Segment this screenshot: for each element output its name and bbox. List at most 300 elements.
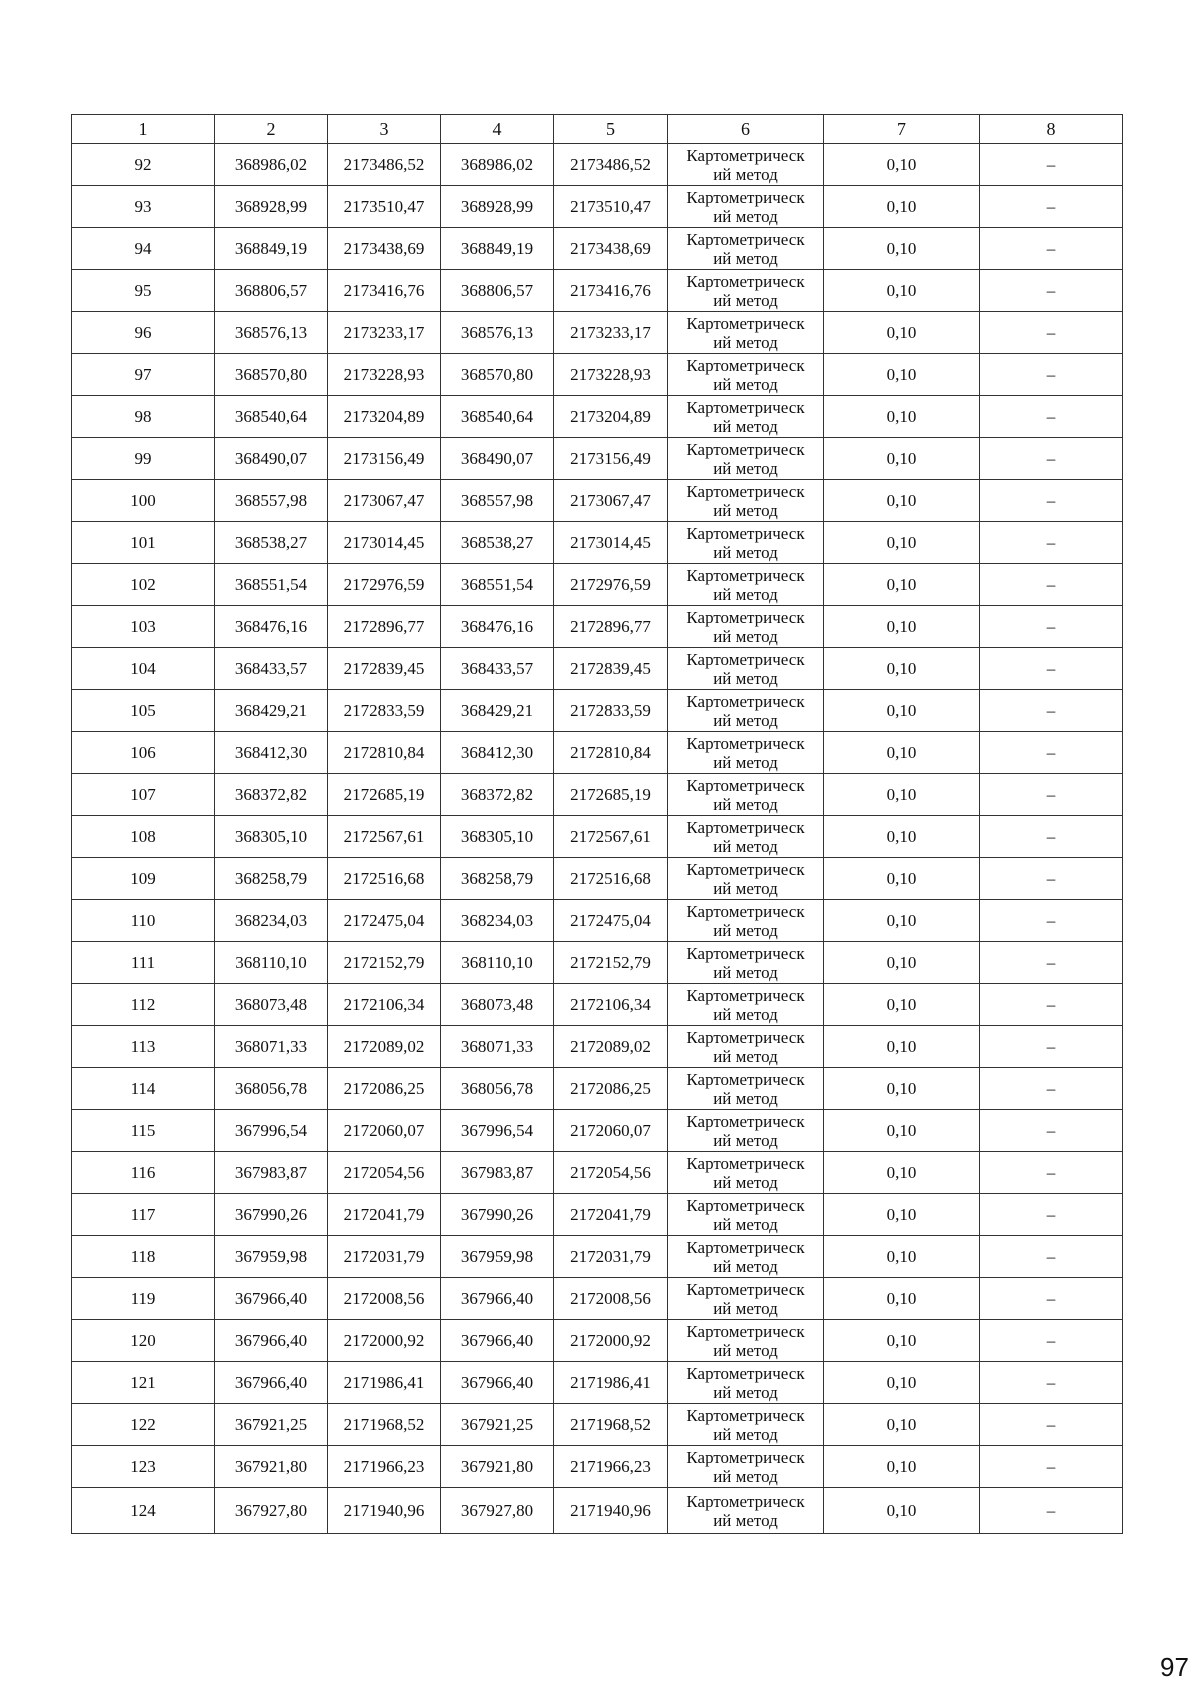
method-cell xyxy=(668,564,824,606)
method-line: Картометрическ xyxy=(686,439,805,459)
description-cell: – xyxy=(980,942,1123,984)
point-number-cell: 96 xyxy=(72,312,215,354)
y-coordinate-cell: 2173156,49 xyxy=(554,438,668,480)
description-cell: – xyxy=(980,900,1123,942)
description-cell: – xyxy=(980,270,1123,312)
y-coordinate-cell: 2172516,68 xyxy=(554,858,668,900)
method-line: ий метод xyxy=(713,1130,778,1150)
y-coordinate-cell: 2173228,93 xyxy=(328,354,441,396)
point-number-cell: 103 xyxy=(72,606,215,648)
accuracy-cell: 0,10 xyxy=(824,144,980,186)
method-line: Картометрическ xyxy=(686,1027,805,1047)
point-number-cell: 123 xyxy=(72,1446,215,1488)
y-coordinate-cell: 2171940,96 xyxy=(554,1488,668,1534)
method-line: ий метод xyxy=(713,794,778,814)
column-header: 8 xyxy=(980,115,1123,144)
x-coordinate-cell: 367921,25 xyxy=(441,1404,554,1446)
method-line: Картометрическ xyxy=(686,187,805,207)
point-number-cell: 121 xyxy=(72,1362,215,1404)
method-line: ий метод xyxy=(713,1466,778,1486)
method-line: Картометрическ xyxy=(686,523,805,543)
method-line: Картометрическ xyxy=(686,607,805,627)
table-row xyxy=(72,816,1123,858)
table-row xyxy=(72,942,1123,984)
method-cell xyxy=(668,942,824,984)
x-coordinate-cell: 368476,16 xyxy=(441,606,554,648)
point-number-cell: 113 xyxy=(72,1026,215,1068)
point-number-cell: 120 xyxy=(72,1320,215,1362)
method-line: ий метод xyxy=(713,542,778,562)
method-line: ий метод xyxy=(713,1172,778,1192)
x-coordinate-cell: 368849,19 xyxy=(215,228,328,270)
method-cell xyxy=(668,606,824,648)
description-cell: – xyxy=(980,312,1123,354)
y-coordinate-cell: 2172833,59 xyxy=(554,690,668,732)
method-line: ий метод xyxy=(713,878,778,898)
method-line: ий метод xyxy=(713,1004,778,1024)
y-coordinate-cell: 2172054,56 xyxy=(554,1152,668,1194)
description-cell: – xyxy=(980,774,1123,816)
method-line: ий метод xyxy=(713,500,778,520)
method-line: Картометрическ xyxy=(686,1153,805,1173)
accuracy-cell: 0,10 xyxy=(824,1404,980,1446)
method-line: Картометрическ xyxy=(686,985,805,1005)
table-row xyxy=(72,1320,1123,1362)
point-number-cell: 107 xyxy=(72,774,215,816)
description-cell: – xyxy=(980,1488,1123,1534)
method-line: ий метод xyxy=(713,1046,778,1066)
x-coordinate-cell: 367990,26 xyxy=(441,1194,554,1236)
accuracy-cell: 0,10 xyxy=(824,1068,980,1110)
x-coordinate-cell: 368433,57 xyxy=(215,648,328,690)
point-number-cell: 117 xyxy=(72,1194,215,1236)
x-coordinate-cell: 367959,98 xyxy=(441,1236,554,1278)
x-coordinate-cell: 368071,33 xyxy=(215,1026,328,1068)
y-coordinate-cell: 2171968,52 xyxy=(554,1404,668,1446)
method-line: ий метод xyxy=(713,1214,778,1234)
accuracy-cell: 0,10 xyxy=(824,1194,980,1236)
y-coordinate-cell: 2172567,61 xyxy=(328,816,441,858)
y-coordinate-cell: 2172041,79 xyxy=(328,1194,441,1236)
point-number-cell: 116 xyxy=(72,1152,215,1194)
x-coordinate-cell: 368928,99 xyxy=(441,186,554,228)
method-cell xyxy=(668,396,824,438)
point-number-cell: 112 xyxy=(72,984,215,1026)
point-number-cell: 115 xyxy=(72,1110,215,1152)
x-coordinate-cell: 368490,07 xyxy=(215,438,328,480)
table-row xyxy=(72,396,1123,438)
method-line: ий метод xyxy=(713,290,778,310)
accuracy-cell: 0,10 xyxy=(824,396,980,438)
y-coordinate-cell: 2172810,84 xyxy=(328,732,441,774)
accuracy-cell: 0,10 xyxy=(824,942,980,984)
description-cell: – xyxy=(980,816,1123,858)
y-coordinate-cell: 2172475,04 xyxy=(554,900,668,942)
method-cell xyxy=(668,186,824,228)
x-coordinate-cell: 368570,80 xyxy=(215,354,328,396)
method-line: Картометрическ xyxy=(686,565,805,585)
x-coordinate-cell: 368551,54 xyxy=(215,564,328,606)
y-coordinate-cell: 2172008,56 xyxy=(328,1278,441,1320)
description-cell: – xyxy=(980,564,1123,606)
point-number-cell: 101 xyxy=(72,522,215,564)
point-number-cell: 110 xyxy=(72,900,215,942)
x-coordinate-cell: 368429,21 xyxy=(441,690,554,732)
method-line: ий метод xyxy=(713,836,778,856)
y-coordinate-cell: 2172152,79 xyxy=(554,942,668,984)
x-coordinate-cell: 368234,03 xyxy=(215,900,328,942)
method-line: Картометрическ xyxy=(686,1405,805,1425)
x-coordinate-cell: 368476,16 xyxy=(215,606,328,648)
method-line: Картометрическ xyxy=(686,1363,805,1383)
description-cell: – xyxy=(980,1110,1123,1152)
method-cell xyxy=(668,900,824,942)
x-coordinate-cell: 368110,10 xyxy=(441,942,554,984)
point-number-cell: 98 xyxy=(72,396,215,438)
point-number-cell: 124 xyxy=(72,1488,215,1534)
table-row xyxy=(72,438,1123,480)
y-coordinate-cell: 2173233,17 xyxy=(554,312,668,354)
x-coordinate-cell: 368412,30 xyxy=(441,732,554,774)
method-cell xyxy=(668,1362,824,1404)
x-coordinate-cell: 368305,10 xyxy=(441,816,554,858)
point-number-cell: 109 xyxy=(72,858,215,900)
y-coordinate-cell: 2173510,47 xyxy=(328,186,441,228)
column-header: 7 xyxy=(824,115,980,144)
method-cell xyxy=(668,228,824,270)
description-cell: – xyxy=(980,480,1123,522)
point-number-cell: 118 xyxy=(72,1236,215,1278)
y-coordinate-cell: 2173486,52 xyxy=(554,144,668,186)
method-line: ий метод xyxy=(713,458,778,478)
x-coordinate-cell: 367927,80 xyxy=(441,1488,554,1534)
accuracy-cell: 0,10 xyxy=(824,858,980,900)
method-line: ий метод xyxy=(713,962,778,982)
column-header: 3 xyxy=(328,115,441,144)
column-header: 4 xyxy=(441,115,554,144)
point-number-cell: 95 xyxy=(72,270,215,312)
x-coordinate-cell: 368234,03 xyxy=(441,900,554,942)
accuracy-cell: 0,10 xyxy=(824,1278,980,1320)
point-number-cell: 108 xyxy=(72,816,215,858)
y-coordinate-cell: 2172060,07 xyxy=(554,1110,668,1152)
accuracy-cell: 0,10 xyxy=(824,186,980,228)
description-cell: – xyxy=(980,354,1123,396)
method-cell xyxy=(668,648,824,690)
method-cell xyxy=(668,354,824,396)
x-coordinate-cell: 368429,21 xyxy=(215,690,328,732)
table-row xyxy=(72,606,1123,648)
accuracy-cell: 0,10 xyxy=(824,1446,980,1488)
x-coordinate-cell: 368540,64 xyxy=(441,396,554,438)
point-number-cell: 111 xyxy=(72,942,215,984)
table-row xyxy=(72,270,1123,312)
method-line: Картометрическ xyxy=(686,271,805,291)
method-line: Картометрическ xyxy=(686,649,805,669)
method-cell xyxy=(668,1320,824,1362)
table-row xyxy=(72,1236,1123,1278)
accuracy-cell: 0,10 xyxy=(824,228,980,270)
description-cell: – xyxy=(980,186,1123,228)
x-coordinate-cell: 368576,13 xyxy=(441,312,554,354)
x-coordinate-cell: 368073,48 xyxy=(441,984,554,1026)
x-coordinate-cell: 367966,40 xyxy=(215,1362,328,1404)
x-coordinate-cell: 367921,80 xyxy=(215,1446,328,1488)
method-line: Картометрическ xyxy=(686,1321,805,1341)
method-cell xyxy=(668,312,824,354)
table-row xyxy=(72,1194,1123,1236)
accuracy-cell: 0,10 xyxy=(824,732,980,774)
method-line: ий метод xyxy=(713,248,778,268)
description-cell: – xyxy=(980,1278,1123,1320)
accuracy-cell: 0,10 xyxy=(824,1236,980,1278)
method-line: ий метод xyxy=(713,626,778,646)
accuracy-cell: 0,10 xyxy=(824,900,980,942)
method-line: ий метод xyxy=(713,584,778,604)
y-coordinate-cell: 2172516,68 xyxy=(328,858,441,900)
y-coordinate-cell: 2171966,23 xyxy=(328,1446,441,1488)
method-cell xyxy=(668,1488,824,1534)
method-line: Картометрическ xyxy=(686,481,805,501)
method-cell xyxy=(668,1236,824,1278)
y-coordinate-cell: 2173014,45 xyxy=(554,522,668,564)
y-coordinate-cell: 2173233,17 xyxy=(328,312,441,354)
method-cell xyxy=(668,480,824,522)
method-line: ий метод xyxy=(713,752,778,772)
point-number-cell: 93 xyxy=(72,186,215,228)
x-coordinate-cell: 367966,40 xyxy=(215,1278,328,1320)
y-coordinate-cell: 2172152,79 xyxy=(328,942,441,984)
y-coordinate-cell: 2172060,07 xyxy=(328,1110,441,1152)
y-coordinate-cell: 2172567,61 xyxy=(554,816,668,858)
x-coordinate-cell: 368806,57 xyxy=(441,270,554,312)
y-coordinate-cell: 2172000,92 xyxy=(328,1320,441,1362)
accuracy-cell: 0,10 xyxy=(824,522,980,564)
table-row xyxy=(72,1362,1123,1404)
method-line: Картометрическ xyxy=(686,1195,805,1215)
y-coordinate-cell: 2172041,79 xyxy=(554,1194,668,1236)
x-coordinate-cell: 368305,10 xyxy=(215,816,328,858)
coordinates-table xyxy=(71,114,1123,1534)
y-coordinate-cell: 2172685,19 xyxy=(328,774,441,816)
x-coordinate-cell: 368849,19 xyxy=(441,228,554,270)
description-cell: – xyxy=(980,858,1123,900)
method-line: Картометрическ xyxy=(686,1279,805,1299)
description-cell: – xyxy=(980,648,1123,690)
method-line: Картометрическ xyxy=(686,1111,805,1131)
y-coordinate-cell: 2172054,56 xyxy=(328,1152,441,1194)
y-coordinate-cell: 2172685,19 xyxy=(554,774,668,816)
y-coordinate-cell: 2171968,52 xyxy=(328,1404,441,1446)
method-cell xyxy=(668,438,824,480)
table-row xyxy=(72,1026,1123,1068)
table-row xyxy=(72,1404,1123,1446)
description-cell: – xyxy=(980,1194,1123,1236)
y-coordinate-cell: 2172106,34 xyxy=(554,984,668,1026)
accuracy-cell: 0,10 xyxy=(824,1110,980,1152)
method-line: ий метод xyxy=(713,1382,778,1402)
y-coordinate-cell: 2172976,59 xyxy=(328,564,441,606)
x-coordinate-cell: 368557,98 xyxy=(215,480,328,522)
x-coordinate-cell: 367921,80 xyxy=(441,1446,554,1488)
method-line: ий метод xyxy=(713,1298,778,1318)
method-line: Картометрическ xyxy=(686,691,805,711)
description-cell: – xyxy=(980,1320,1123,1362)
x-coordinate-cell: 367966,40 xyxy=(215,1320,328,1362)
description-cell: – xyxy=(980,144,1123,186)
table-row xyxy=(72,858,1123,900)
table-row xyxy=(72,228,1123,270)
method-line: Картометрическ xyxy=(686,1069,805,1089)
table-row xyxy=(72,354,1123,396)
y-coordinate-cell: 2173228,93 xyxy=(554,354,668,396)
y-coordinate-cell: 2172896,77 xyxy=(328,606,441,648)
x-coordinate-cell: 367966,40 xyxy=(441,1362,554,1404)
y-coordinate-cell: 2172089,02 xyxy=(328,1026,441,1068)
x-coordinate-cell: 368806,57 xyxy=(215,270,328,312)
y-coordinate-cell: 2172833,59 xyxy=(328,690,441,732)
point-number-cell: 104 xyxy=(72,648,215,690)
y-coordinate-cell: 2172839,45 xyxy=(554,648,668,690)
table-row xyxy=(72,900,1123,942)
x-coordinate-cell: 368557,98 xyxy=(441,480,554,522)
y-coordinate-cell: 2173204,89 xyxy=(554,396,668,438)
method-line: ий метод xyxy=(713,710,778,730)
description-cell: – xyxy=(980,1026,1123,1068)
point-number-cell: 119 xyxy=(72,1278,215,1320)
point-number-cell: 114 xyxy=(72,1068,215,1110)
method-line: Картометрическ xyxy=(686,775,805,795)
column-header: 2 xyxy=(215,115,328,144)
method-line: ий метод xyxy=(713,1256,778,1276)
y-coordinate-cell: 2173014,45 xyxy=(328,522,441,564)
method-line: Картометрическ xyxy=(686,145,805,165)
method-line: Картометрическ xyxy=(686,859,805,879)
table-row xyxy=(72,1152,1123,1194)
x-coordinate-cell: 367996,54 xyxy=(215,1110,328,1152)
x-coordinate-cell: 368372,82 xyxy=(215,774,328,816)
accuracy-cell: 0,10 xyxy=(824,1152,980,1194)
x-coordinate-cell: 368433,57 xyxy=(441,648,554,690)
method-cell xyxy=(668,858,824,900)
accuracy-cell: 0,10 xyxy=(824,1488,980,1534)
x-coordinate-cell: 368570,80 xyxy=(441,354,554,396)
method-line: Картометрическ xyxy=(686,229,805,249)
method-line: ий метод xyxy=(713,1340,778,1360)
table-row xyxy=(72,1446,1123,1488)
y-coordinate-cell: 2171986,41 xyxy=(554,1362,668,1404)
point-number-cell: 94 xyxy=(72,228,215,270)
x-coordinate-cell: 368986,02 xyxy=(215,144,328,186)
method-line: ий метод xyxy=(713,164,778,184)
table-row xyxy=(72,1278,1123,1320)
accuracy-cell: 0,10 xyxy=(824,606,980,648)
method-line: Картометрическ xyxy=(686,943,805,963)
y-coordinate-cell: 2173438,69 xyxy=(554,228,668,270)
y-coordinate-cell: 2173486,52 xyxy=(328,144,441,186)
description-cell: – xyxy=(980,438,1123,480)
description-cell: – xyxy=(980,522,1123,564)
y-coordinate-cell: 2173067,47 xyxy=(328,480,441,522)
y-coordinate-cell: 2171940,96 xyxy=(328,1488,441,1534)
column-header: 5 xyxy=(554,115,668,144)
method-line: ий метод xyxy=(713,416,778,436)
table-row xyxy=(72,1068,1123,1110)
method-cell xyxy=(668,144,824,186)
method-line: Картометрическ xyxy=(686,1491,805,1511)
y-coordinate-cell: 2172000,92 xyxy=(554,1320,668,1362)
table-row xyxy=(72,186,1123,228)
table-row xyxy=(72,522,1123,564)
x-coordinate-cell: 367921,25 xyxy=(215,1404,328,1446)
x-coordinate-cell: 368056,78 xyxy=(215,1068,328,1110)
accuracy-cell: 0,10 xyxy=(824,690,980,732)
method-line: ий метод xyxy=(713,374,778,394)
method-line: ий метод xyxy=(713,206,778,226)
y-coordinate-cell: 2172086,25 xyxy=(328,1068,441,1110)
point-number-cell: 102 xyxy=(72,564,215,606)
table-row xyxy=(72,480,1123,522)
method-line: Картометрическ xyxy=(686,355,805,375)
description-cell: – xyxy=(980,732,1123,774)
description-cell: – xyxy=(980,1236,1123,1278)
description-cell: – xyxy=(980,1362,1123,1404)
method-line: ий метод xyxy=(713,920,778,940)
page-number: 97 xyxy=(1160,1652,1189,1682)
y-coordinate-cell: 2173416,76 xyxy=(328,270,441,312)
y-coordinate-cell: 2172089,02 xyxy=(554,1026,668,1068)
table-row xyxy=(72,984,1123,1026)
x-coordinate-cell: 368056,78 xyxy=(441,1068,554,1110)
method-line: Картометрическ xyxy=(686,733,805,753)
x-coordinate-cell: 368372,82 xyxy=(441,774,554,816)
method-cell xyxy=(668,270,824,312)
x-coordinate-cell: 368490,07 xyxy=(441,438,554,480)
x-coordinate-cell: 368538,27 xyxy=(215,522,328,564)
method-cell xyxy=(668,1068,824,1110)
point-number-cell: 92 xyxy=(72,144,215,186)
method-cell xyxy=(668,984,824,1026)
method-line: Картометрическ xyxy=(686,313,805,333)
column-header: 6 xyxy=(668,115,824,144)
description-cell: – xyxy=(980,1068,1123,1110)
table-row xyxy=(72,1488,1123,1534)
method-line: ий метод xyxy=(713,1088,778,1108)
table-row xyxy=(72,774,1123,816)
x-coordinate-cell: 367983,87 xyxy=(215,1152,328,1194)
accuracy-cell: 0,10 xyxy=(824,984,980,1026)
table-row xyxy=(72,732,1123,774)
accuracy-cell: 0,10 xyxy=(824,648,980,690)
method-cell xyxy=(668,816,824,858)
x-coordinate-cell: 368258,79 xyxy=(215,858,328,900)
y-coordinate-cell: 2172086,25 xyxy=(554,1068,668,1110)
method-line: Картометрическ xyxy=(686,397,805,417)
method-line: ий метод xyxy=(713,1424,778,1444)
method-line: Картометрическ xyxy=(686,1447,805,1467)
y-coordinate-cell: 2172976,59 xyxy=(554,564,668,606)
x-coordinate-cell: 368412,30 xyxy=(215,732,328,774)
point-number-cell: 105 xyxy=(72,690,215,732)
accuracy-cell: 0,10 xyxy=(824,774,980,816)
point-number-cell: 100 xyxy=(72,480,215,522)
method-line: Картометрическ xyxy=(686,901,805,921)
description-cell: – xyxy=(980,606,1123,648)
x-coordinate-cell: 368110,10 xyxy=(215,942,328,984)
y-coordinate-cell: 2173510,47 xyxy=(554,186,668,228)
method-line: Картометрическ xyxy=(686,1237,805,1257)
x-coordinate-cell: 367996,54 xyxy=(441,1110,554,1152)
